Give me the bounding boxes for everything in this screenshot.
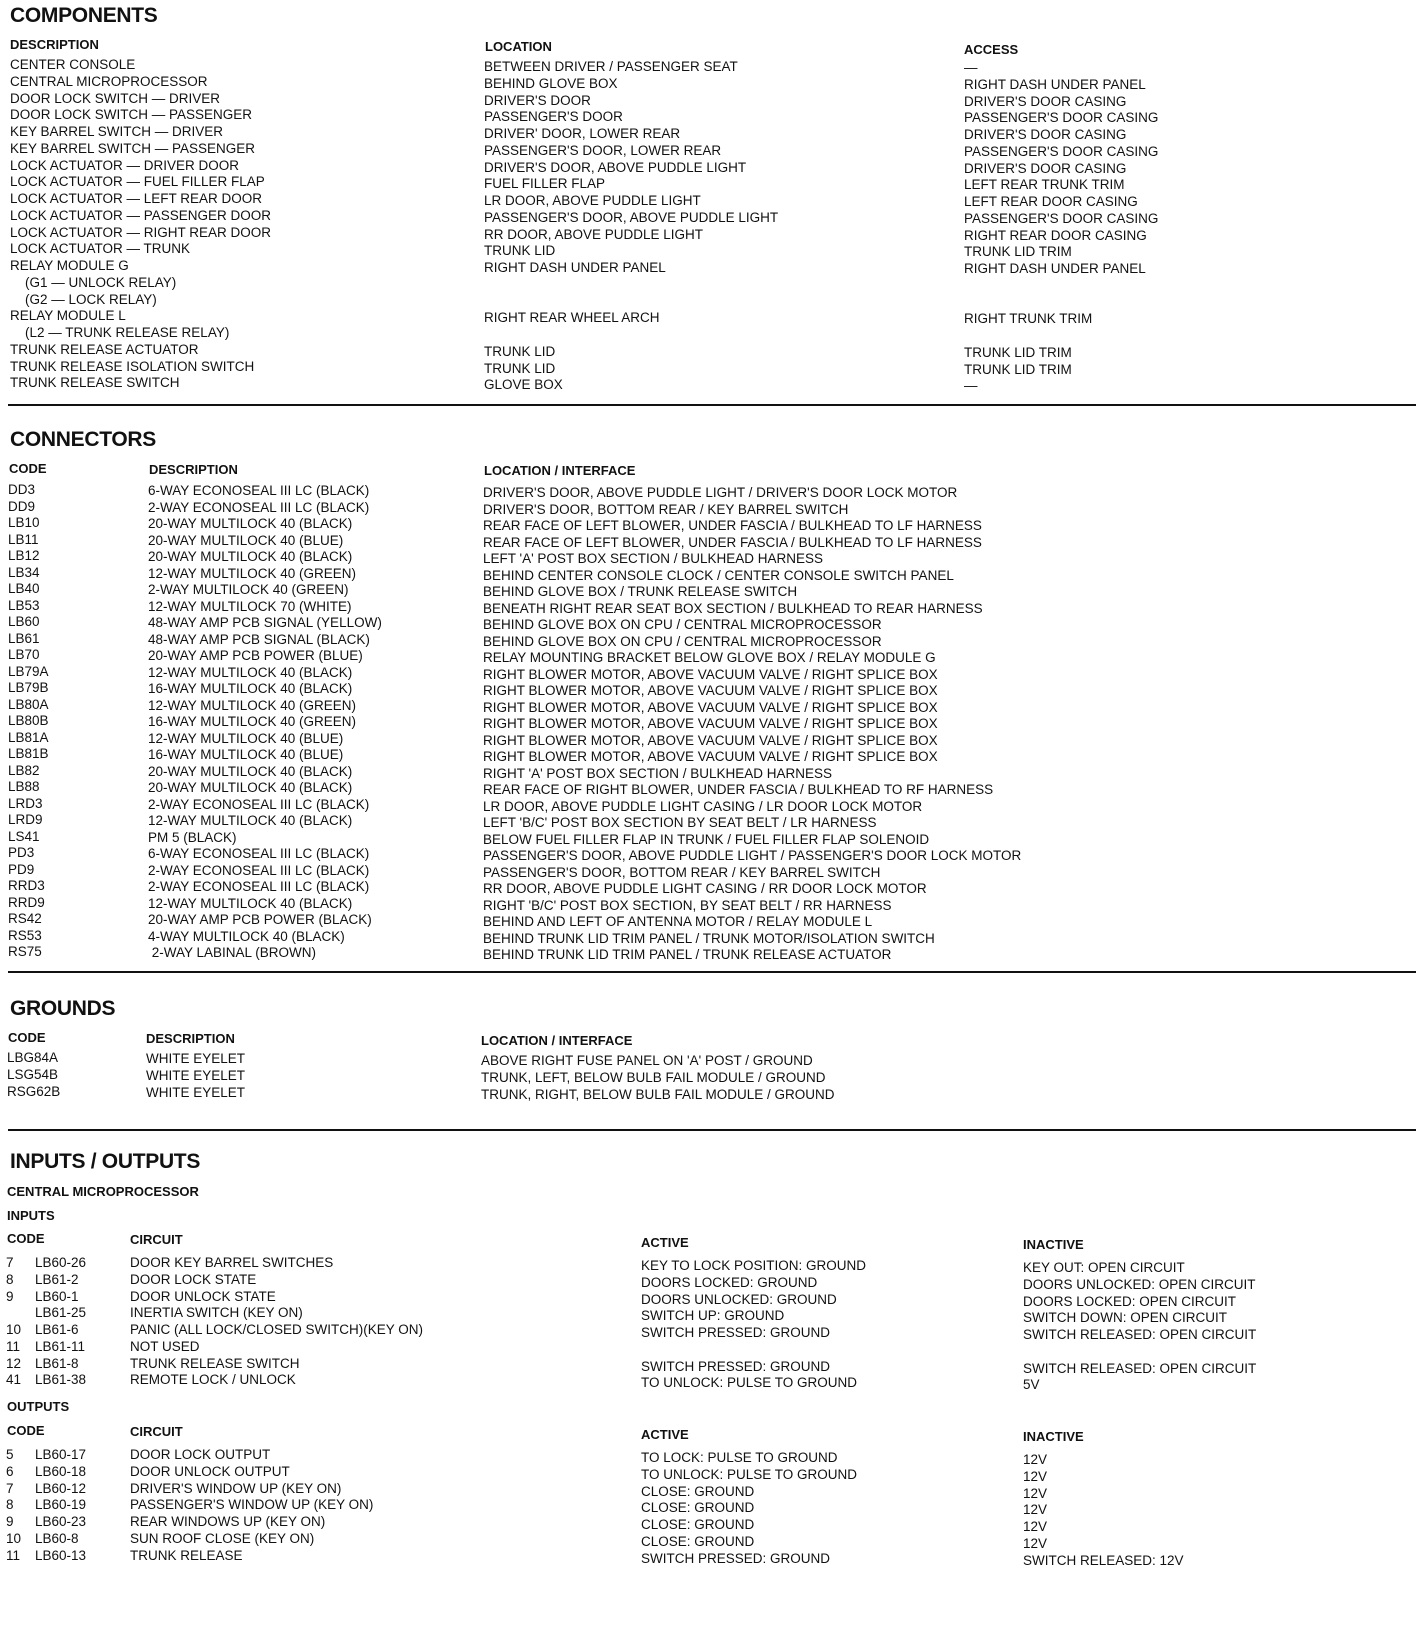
outputs-circuit-cell: SUN ROOF CLOSE (KEY ON): [130, 1530, 315, 1546]
components-access-cell: —: [964, 378, 978, 394]
grounds-description-cell: WHITE EYELET: [146, 1084, 246, 1100]
components-description-cell: LOCK ACTUATOR — LEFT REAR DOOR: [10, 191, 263, 206]
connectors-code-cell: LB12: [8, 548, 40, 563]
connectors-code-cell: LB80A: [8, 696, 49, 712]
outputs-code-cell: LB60-17: [35, 1447, 87, 1462]
inputs-circuit-cell: PANIC (ALL LOCK/CLOSED SWITCH)(KEY ON): [130, 1322, 424, 1337]
components-access-cell: [964, 328, 1158, 345]
connectors-description-cell: 20-WAY MULTILOCK 40 (BLACK): [148, 763, 353, 779]
connectors-code-cell: LB34: [8, 564, 40, 580]
outputs-code-cell: LB60-23: [35, 1514, 87, 1529]
section-divider: [8, 971, 1416, 973]
components-access-cell: LEFT REAR TRUNK TRIM: [964, 177, 1125, 193]
inputs-inactive-cell: DOORS UNLOCKED: OPEN CIRCUIT: [1023, 1276, 1256, 1292]
components-description-cell: DOOR LOCK SWITCH — PASSENGER: [10, 107, 253, 123]
outputs-inactive-cell: 12V: [1023, 1535, 1048, 1551]
components-access-cell: TRUNK LID TRIM: [964, 344, 1072, 360]
components-description-cell: TRUNK RELEASE ACTUATOR: [10, 341, 199, 357]
connectors-code-cell: LB81B: [8, 746, 49, 761]
inputs-number-cell: 7: [6, 1255, 14, 1270]
components-description-cell: TRUNK RELEASE SWITCH: [10, 375, 180, 391]
connectors-code-header: CODE: [9, 461, 47, 476]
connectors-description-header: DESCRIPTION: [149, 462, 238, 477]
components-title: COMPONENTS: [10, 4, 158, 27]
components-location-cell: [484, 327, 778, 344]
components-description-cell: LOCK ACTUATOR — TRUNK: [10, 241, 191, 257]
connectors-description-cell: 12-WAY MULTILOCK 40 (BLUE): [148, 730, 344, 746]
outputs-code-cell: LB60-13: [35, 1547, 87, 1563]
connectors-code-cell: LB79A: [8, 663, 49, 679]
outputs-active-cell: SWITCH PRESSED: GROUND: [641, 1550, 831, 1566]
components-access-cell: LEFT REAR DOOR CASING: [964, 194, 1138, 209]
connectors-code-cell: LB79B: [8, 680, 49, 695]
outputs-circuit-cell: DOOR LOCK OUTPUT: [130, 1447, 271, 1462]
components-access-cell: RIGHT TRUNK TRIM: [964, 311, 1093, 327]
connectors-description-cell: 12-WAY MULTILOCK 40 (GREEN): [148, 697, 357, 713]
inputs-number-cell: 11: [6, 1338, 21, 1354]
inputs-inactive-cell: DOORS LOCKED: OPEN CIRCUIT: [1023, 1293, 1237, 1309]
outputs-number-cell: 11: [6, 1547, 21, 1563]
connectors-location-cell: BEHIND TRUNK LID TRIM PANEL / TRUNK MOTOR/ISOLATION SWITCH: [483, 930, 935, 946]
connectors-location-cell: REAR FACE OF LEFT BLOWER, UNDER FASCIA / BULKHEAD TO LF HARNESS: [483, 534, 982, 550]
inputs-number-cell: 10: [6, 1322, 22, 1337]
components-access-cell: TRUNK LID TRIM: [964, 361, 1072, 377]
connectors-description-cell: 2-WAY ECONOSEAL III LC (BLACK): [148, 499, 370, 515]
connectors-description-cell: 2-WAY MULTILOCK 40 (GREEN): [148, 582, 349, 597]
outputs-circuit-header: CIRCUIT: [130, 1424, 183, 1439]
components-location-cell: PASSENGER'S DOOR, LOWER REAR: [484, 142, 722, 158]
inputs-active-cell: KEY TO LOCK POSITION: GROUND: [641, 1258, 867, 1273]
components-access-cell: [964, 278, 1158, 295]
connectors-description-cell: 6-WAY ECONOSEAL III LC (BLACK): [148, 846, 370, 861]
inputs-number-cell: 8: [6, 1271, 14, 1287]
inputs-code-header: CODE: [7, 1231, 45, 1246]
outputs-code-column: [35, 1447, 86, 1564]
components-access-cell: DRIVER'S DOOR CASING: [964, 93, 1127, 109]
components-location-cell: BETWEEN DRIVER / PASSENGER SEAT: [484, 59, 738, 74]
components-description-cell: (G2 — LOCK RELAY): [10, 291, 157, 307]
outputs-active-header: ACTIVE: [641, 1427, 689, 1442]
connectors-location-cell: PASSENGER'S DOOR, BOTTOM REAR / KEY BARREL SWITCH: [483, 864, 881, 880]
inputs-circuit-header: CIRCUIT: [130, 1232, 183, 1247]
grounds-code-cell: LSG54B: [7, 1066, 59, 1082]
outputs-active-cell: CLOSE: GROUND: [641, 1500, 755, 1516]
inputs-number-cell: 12: [6, 1355, 22, 1371]
connectors-location-cell: RIGHT BLOWER MOTOR, ABOVE VACUUM VALVE / RIGHT SPLICE BOX: [483, 732, 938, 748]
connectors-location-cell: LEFT 'A' POST BOX SECTION / BULKHEAD HARNESS: [483, 551, 823, 566]
outputs-number-cell: 6: [6, 1463, 14, 1479]
outputs-circuit-cell: DRIVER'S WINDOW UP (KEY ON): [130, 1480, 342, 1496]
outputs-number-cell: 8: [6, 1497, 14, 1513]
connectors-code-cell: DD9: [8, 498, 36, 514]
outputs-active-cell: TO UNLOCK: PULSE TO GROUND: [641, 1466, 858, 1482]
inputs-code-cell: LB61-25: [35, 1305, 87, 1321]
outputs-code-cell: LB60-12: [35, 1480, 87, 1496]
components-access-cell: [964, 295, 1158, 312]
components-location-column: [484, 59, 778, 394]
inputs-code-cell: LB61-8: [35, 1355, 79, 1371]
inputs-inactive-cell: SWITCH RELEASED: OPEN CIRCUIT: [1023, 1327, 1257, 1342]
connectors-code-cell: LB40: [8, 581, 40, 596]
outputs-circuit-cell: PASSENGER'S WINDOW UP (KEY ON): [130, 1497, 374, 1513]
components-access-cell: —: [964, 60, 978, 75]
connectors-description-cell: 12-WAY MULTILOCK 40 (BLACK): [148, 813, 353, 828]
inputs-code-cell: LB61-2: [35, 1271, 79, 1287]
connectors-code-cell: LB61: [8, 630, 40, 646]
outputs-inactive-header: INACTIVE: [1023, 1429, 1084, 1444]
connectors-location-cell: RR DOOR, ABOVE PUDDLE LIGHT CASING / RR DOOR LOCK MOTOR: [483, 881, 927, 896]
outputs-number-cell: 5: [6, 1447, 14, 1462]
components-location-cell: [484, 294, 778, 311]
grounds-location-column: [481, 1053, 835, 1103]
outputs-code-cell: LB60-19: [35, 1497, 87, 1513]
inputs-circuit-cell: DOOR KEY BARREL SWITCHES: [130, 1255, 334, 1270]
connectors-description-cell: PM 5 (BLACK): [148, 829, 237, 845]
components-location-cell: LR DOOR, ABOVE PUDDLE LIGHT: [484, 193, 701, 208]
connectors-code-cell: LRD9: [8, 812, 43, 827]
connectors-location-cell: RIGHT 'B/C' POST BOX SECTION, BY SEAT BELT / RR HARNESS: [483, 897, 892, 913]
inputs-active-header: ACTIVE: [641, 1235, 689, 1250]
components-description-cell: KEY BARREL SWITCH — DRIVER: [10, 124, 224, 139]
connectors-location-header: LOCATION / INTERFACE: [484, 463, 636, 478]
outputs-active-cell: TO LOCK: PULSE TO GROUND: [641, 1450, 838, 1465]
connectors-description-cell: 20-WAY AMP PCB POWER (BLUE): [148, 648, 363, 663]
grounds-description-column: [146, 1051, 245, 1101]
components-location-cell: DRIVER'S DOOR: [484, 92, 591, 108]
connectors-description-cell: 16-WAY MULTILOCK 40 (BLACK): [148, 681, 353, 696]
outputs-inactive-cell: 12V: [1023, 1502, 1048, 1518]
grounds-location-header: LOCATION / INTERFACE: [481, 1033, 633, 1048]
connectors-code-cell: LS41: [8, 828, 40, 844]
inputs-label: INPUTS: [7, 1208, 55, 1223]
connectors-description-cell: 20-WAY MULTILOCK 40 (BLACK): [148, 549, 353, 564]
inputs-number-cell: 41: [6, 1372, 22, 1388]
connectors-description-cell: 12-WAY MULTILOCK 40 (BLACK): [148, 664, 353, 680]
outputs-number-cell: 10: [6, 1530, 22, 1546]
connectors-code-cell: LB10: [8, 515, 40, 530]
connectors-description-cell: 12-WAY MULTILOCK 40 (BLACK): [148, 895, 353, 911]
components-description-cell: LOCK ACTUATOR — DRIVER DOOR: [10, 157, 240, 173]
components-description-cell: LOCK ACTUATOR — RIGHT REAR DOOR: [10, 224, 272, 240]
connectors-description-cell: 2-WAY ECONOSEAL III LC (BLACK): [148, 862, 370, 878]
components-location-cell: DRIVER'S DOOR, ABOVE PUDDLE LIGHT: [484, 159, 747, 175]
components-description-cell: DOOR LOCK SWITCH — DRIVER: [10, 90, 221, 106]
connectors-description-cell: 48-WAY AMP PCB SIGNAL (BLACK): [148, 631, 370, 647]
connectors-title: CONNECTORS: [10, 428, 156, 451]
components-access-cell: DRIVER'S DOOR CASING: [964, 160, 1127, 176]
components-location-cell: TRUNK LID: [484, 343, 556, 359]
components-description-column: [10, 57, 271, 392]
components-location-cell: DRIVER' DOOR, LOWER REAR: [484, 126, 681, 141]
components-location-cell: TRUNK LID: [484, 360, 556, 376]
inputs-inactive-cell: 5V: [1023, 1377, 1040, 1393]
components-access-cell: PASSENGER'S DOOR CASING: [964, 210, 1159, 226]
inputs-circuit-cell: DOOR UNLOCK STATE: [130, 1288, 276, 1304]
components-description-cell: TRUNK RELEASE ISOLATION SWITCH: [10, 358, 255, 374]
components-access-header: ACCESS: [964, 42, 1019, 57]
connectors-description-cell: 20-WAY MULTILOCK 40 (BLUE): [148, 532, 344, 548]
components-access-cell: PASSENGER'S DOOR CASING: [964, 110, 1159, 126]
grounds-location-cell: TRUNK, LEFT, BELOW BULB FAIL MODULE / GROUND: [481, 1069, 826, 1085]
grounds-code-header: CODE: [8, 1030, 46, 1045]
inputs-code-cell: LB60-26: [35, 1255, 87, 1270]
components-description-cell: RELAY MODULE G: [10, 258, 129, 273]
grounds-code-column: [7, 1050, 60, 1100]
components-location-cell: RR DOOR, ABOVE PUDDLE LIGHT: [484, 226, 704, 242]
connectors-location-cell: BELOW FUEL FILLER FLAP IN TRUNK / FUEL FILLER FLAP SOLENOID: [483, 831, 930, 847]
components-access-cell: RIGHT REAR DOOR CASING: [964, 227, 1147, 243]
connectors-description-cell: 48-WAY AMP PCB SIGNAL (YELLOW): [148, 615, 382, 630]
connectors-code-cell: RS53: [8, 927, 42, 943]
outputs-inactive-cell: 12V: [1023, 1452, 1048, 1467]
outputs-label: OUTPUTS: [7, 1399, 70, 1414]
connectors-location-cell: RIGHT BLOWER MOTOR, ABOVE VACUUM VALVE / RIGHT SPLICE BOX: [483, 666, 938, 682]
outputs-circuit-cell: TRUNK RELEASE: [130, 1547, 243, 1563]
components-description-cell: KEY BARREL SWITCH — PASSENGER: [10, 140, 256, 156]
section-divider: [8, 404, 1416, 406]
grounds-location-cell: ABOVE RIGHT FUSE PANEL ON 'A' POST / GROUND: [481, 1053, 813, 1068]
inputs-active-cell: SWITCH UP: GROUND: [641, 1308, 785, 1324]
inputs-active-cell: SWITCH PRESSED: GROUND: [641, 1325, 831, 1340]
connectors-location-cell: RIGHT BLOWER MOTOR, ABOVE VACUUM VALVE / RIGHT SPLICE BOX: [483, 749, 938, 764]
components-access-cell: PASSENGER'S DOOR CASING: [964, 143, 1159, 159]
connectors-code-cell: LB82: [8, 762, 40, 778]
connectors-description-cell: 16-WAY MULTILOCK 40 (GREEN): [148, 714, 357, 729]
section-divider: [8, 1129, 1416, 1131]
outputs-inactive-cell: SWITCH RELEASED: 12V: [1023, 1552, 1184, 1568]
connectors-description-column: [148, 483, 382, 962]
connectors-description-cell: 16-WAY MULTILOCK 40 (BLUE): [148, 747, 344, 762]
connectors-location-cell: BEHIND AND LEFT OF ANTENNA MOTOR / RELAY MODULE L: [483, 914, 873, 929]
components-access-cell: TRUNK LID TRIM: [964, 244, 1072, 260]
io-title: INPUTS / OUTPUTS: [10, 1150, 201, 1173]
components-access-cell: RIGHT DASH UNDER PANEL: [964, 76, 1146, 92]
connectors-location-cell: RELAY MOUNTING BRACKET BELOW GLOVE BOX / RELAY MODULE G: [483, 650, 936, 665]
inputs-circuit-cell: TRUNK RELEASE SWITCH: [130, 1355, 300, 1371]
connectors-location-cell: PASSENGER'S DOOR, ABOVE PUDDLE LIGHT / PASSENGER'S DOOR LOCK MOTOR: [483, 848, 1022, 863]
components-location-cell: GLOVE BOX: [484, 377, 563, 393]
inputs-circuit-cell: DOOR LOCK STATE: [130, 1271, 257, 1287]
grounds-description-cell: WHITE EYELET: [146, 1051, 246, 1066]
inputs-circuit-cell: INERTIA SWITCH (KEY ON): [130, 1305, 303, 1321]
connectors-code-cell: LRD3: [8, 795, 43, 811]
inputs-number-cell: [6, 1305, 21, 1322]
connectors-code-cell: RS75: [8, 944, 42, 959]
grounds-code-cell: RSG62B: [7, 1083, 61, 1099]
outputs-circuit-column: [130, 1447, 373, 1564]
connectors-location-cell: DRIVER'S DOOR, BOTTOM REAR / KEY BARREL SWITCH: [483, 501, 849, 517]
connectors-description-cell: 20-WAY AMP PCB POWER (BLACK): [148, 912, 372, 927]
inputs-inactive-cell: SWITCH DOWN: OPEN CIRCUIT: [1023, 1310, 1227, 1326]
inputs-code-cell: LB61-6: [35, 1322, 79, 1337]
components-location-cell: PASSENGER'S DOOR: [484, 109, 623, 125]
connectors-code-cell: DD3: [8, 482, 36, 497]
inputs-number-column: [6, 1255, 21, 1389]
grounds-description-header: DESCRIPTION: [146, 1031, 235, 1046]
outputs-active-cell: CLOSE: GROUND: [641, 1483, 755, 1499]
connectors-code-cell: RS42: [8, 911, 42, 926]
connectors-description-cell: 20-WAY MULTILOCK 40 (BLACK): [148, 516, 353, 531]
outputs-inactive-cell: 12V: [1023, 1485, 1048, 1501]
components-location-cell: [484, 277, 778, 294]
inputs-inactive-cell: KEY OUT: OPEN CIRCUIT: [1023, 1260, 1185, 1275]
grounds-location-cell: TRUNK, RIGHT, BELOW BULB FAIL MODULE / GROUND: [481, 1086, 835, 1102]
components-description-cell: LOCK ACTUATOR — PASSENGER DOOR: [10, 207, 272, 223]
connectors-code-cell: PD3: [8, 845, 35, 860]
components-access-column: [964, 60, 1158, 395]
components-description-cell: (G1 — UNLOCK RELAY): [10, 274, 177, 290]
grounds-title: GROUNDS: [10, 997, 116, 1020]
inputs-code-cell: LB61-38: [35, 1372, 87, 1388]
connectors-code-cell: RRD3: [8, 878, 45, 893]
inputs-inactive-cell: [1023, 1344, 1256, 1361]
connectors-code-cell: LB70: [8, 647, 40, 662]
inputs-circuit-column: [130, 1255, 423, 1389]
connectors-description-cell: 6-WAY ECONOSEAL III LC (BLACK): [148, 483, 370, 498]
connectors-code-cell: LB53: [8, 597, 40, 613]
inputs-circuit-cell: REMOTE LOCK / UNLOCK: [130, 1372, 296, 1388]
outputs-number-column: [6, 1447, 21, 1564]
connectors-location-cell: RIGHT BLOWER MOTOR, ABOVE VACUUM VALVE / RIGHT SPLICE BOX: [483, 699, 938, 715]
components-description-header: DESCRIPTION: [10, 37, 99, 52]
connectors-location-cell: LR DOOR, ABOVE PUDDLE LIGHT CASING / LR DOOR LOCK MOTOR: [483, 798, 923, 814]
connectors-location-cell: BEHIND CENTER CONSOLE CLOCK / CENTER CONSOLE SWITCH PANEL: [483, 567, 954, 583]
outputs-active-cell: CLOSE: GROUND: [641, 1517, 755, 1532]
components-location-cell: RIGHT REAR WHEEL ARCH: [484, 310, 660, 326]
outputs-code-cell: LB60-18: [35, 1463, 87, 1479]
components-description-cell: CENTRAL MICROPROCESSOR: [10, 73, 208, 89]
components-description-cell: RELAY MODULE L: [10, 308, 126, 324]
connectors-location-cell: LEFT 'B/C' POST BOX SECTION BY SEAT BELT / LR HARNESS: [483, 815, 877, 830]
connectors-location-cell: BENEATH RIGHT REAR SEAT BOX SECTION / BULKHEAD TO REAR HARNESS: [483, 600, 983, 616]
inputs-inactive-cell: SWITCH RELEASED: OPEN CIRCUIT: [1023, 1360, 1257, 1376]
connectors-location-cell: REAR FACE OF RIGHT BLOWER, UNDER FASCIA / BULKHEAD TO RF HARNESS: [483, 782, 994, 797]
components-location-cell: TRUNK LID: [484, 243, 556, 259]
inputs-code-cell: LB61-11: [35, 1338, 86, 1354]
connectors-description-cell: 20-WAY MULTILOCK 40 (BLACK): [148, 780, 353, 795]
connectors-description-cell: 12-WAY MULTILOCK 40 (GREEN): [148, 565, 357, 581]
components-location-header: LOCATION: [485, 39, 552, 54]
inputs-active-cell: [641, 1342, 866, 1359]
components-location-cell: RIGHT DASH UNDER PANEL: [484, 260, 666, 275]
connectors-description-cell: 12-WAY MULTILOCK 70 (WHITE): [148, 598, 352, 614]
inputs-inactive-column: [1023, 1260, 1256, 1394]
outputs-code-cell: LB60-8: [35, 1530, 79, 1546]
connectors-location-cell: DRIVER'S DOOR, ABOVE PUDDLE LIGHT / DRIVER'S DOOR LOCK MOTOR: [483, 485, 958, 500]
connectors-description-cell: 2-WAY LABINAL (BROWN): [148, 945, 317, 960]
connectors-description-cell: 4-WAY MULTILOCK 40 (BLACK): [148, 928, 345, 944]
inputs-active-cell: DOORS UNLOCKED: GROUND: [641, 1291, 837, 1307]
inputs-active-cell: TO UNLOCK: PULSE TO GROUND: [641, 1375, 858, 1391]
outputs-number-cell: 7: [6, 1480, 14, 1496]
connectors-location-cell: RIGHT BLOWER MOTOR, ABOVE VACUUM VALVE / RIGHT SPLICE BOX: [483, 683, 938, 698]
grounds-code-cell: LBG84A: [7, 1050, 59, 1065]
outputs-circuit-cell: REAR WINDOWS UP (KEY ON): [130, 1514, 326, 1529]
connectors-description-cell: 2-WAY ECONOSEAL III LC (BLACK): [148, 879, 370, 894]
connectors-location-cell: BEHIND TRUNK LID TRIM PANEL / TRUNK RELEASE ACTUATOR: [483, 947, 892, 962]
outputs-number-cell: 9: [6, 1514, 14, 1529]
connectors-code-cell: RRD9: [8, 894, 45, 910]
components-location-cell: PASSENGER'S DOOR, ABOVE PUDDLE LIGHT: [484, 209, 779, 225]
connectors-location-cell: BEHIND GLOVE BOX ON CPU / CENTRAL MICROPROCESSOR: [483, 617, 882, 632]
outputs-code-header: CODE: [7, 1423, 45, 1438]
connectors-location-cell: RIGHT 'A' POST BOX SECTION / BULKHEAD HARNESS: [483, 765, 832, 781]
outputs-active-cell: CLOSE: GROUND: [641, 1533, 755, 1549]
components-access-cell: DRIVER'S DOOR CASING: [964, 127, 1127, 142]
inputs-active-cell: SWITCH PRESSED: GROUND: [641, 1358, 831, 1374]
connectors-location-cell: BEHIND GLOVE BOX ON CPU / CENTRAL MICROPROCESSOR: [483, 633, 882, 649]
inputs-active-cell: DOORS LOCKED: GROUND: [641, 1274, 818, 1290]
connectors-code-cell: PD9: [8, 861, 35, 877]
inputs-code-cell: LB60-1: [35, 1288, 79, 1304]
outputs-circuit-cell: DOOR UNLOCK OUTPUT: [130, 1463, 290, 1479]
connectors-code-cell: LB88: [8, 779, 40, 794]
components-description-cell: (L2 — TRUNK RELEASE RELAY): [10, 325, 230, 340]
connectors-code-column: [8, 482, 49, 961]
connectors-location-cell: RIGHT BLOWER MOTOR, ABOVE VACUUM VALVE / RIGHT SPLICE BOX: [483, 716, 938, 731]
components-location-cell: FUEL FILLER FLAP: [484, 176, 606, 192]
components-description-cell: LOCK ACTUATOR — FUEL FILLER FLAP: [10, 174, 265, 190]
inputs-inactive-header: INACTIVE: [1023, 1237, 1084, 1252]
components-description-cell: CENTER CONSOLE: [10, 57, 136, 72]
connectors-location-cell: REAR FACE OF LEFT BLOWER, UNDER FASCIA / BULKHEAD TO LF HARNESS: [483, 518, 982, 533]
connectors-code-cell: LB80B: [8, 713, 49, 728]
outputs-inactive-column: [1023, 1452, 1184, 1569]
inputs-code-column: [35, 1255, 86, 1389]
outputs-inactive-cell: 12V: [1023, 1468, 1048, 1484]
connectors-code-cell: LB11: [8, 531, 39, 547]
connectors-code-cell: LB60: [8, 614, 40, 629]
inputs-active-column: [641, 1258, 866, 1392]
connectors-location-cell: BEHIND GLOVE BOX / TRUNK RELEASE SWITCH: [483, 584, 798, 599]
connectors-code-cell: LB81A: [8, 729, 49, 745]
outputs-active-column: [641, 1450, 857, 1567]
connectors-location-column: [483, 485, 1021, 964]
inputs-circuit-cell: NOT USED: [130, 1338, 200, 1354]
grounds-description-cell: WHITE EYELET: [146, 1067, 246, 1083]
inputs-number-cell: 9: [6, 1288, 14, 1304]
components-access-cell: RIGHT DASH UNDER PANEL: [964, 261, 1146, 276]
io-subtitle: CENTRAL MICROPROCESSOR: [7, 1184, 199, 1199]
outputs-inactive-cell: 12V: [1023, 1519, 1048, 1534]
connectors-description-cell: 2-WAY ECONOSEAL III LC (BLACK): [148, 796, 370, 812]
components-location-cell: BEHIND GLOVE BOX: [484, 75, 618, 91]
